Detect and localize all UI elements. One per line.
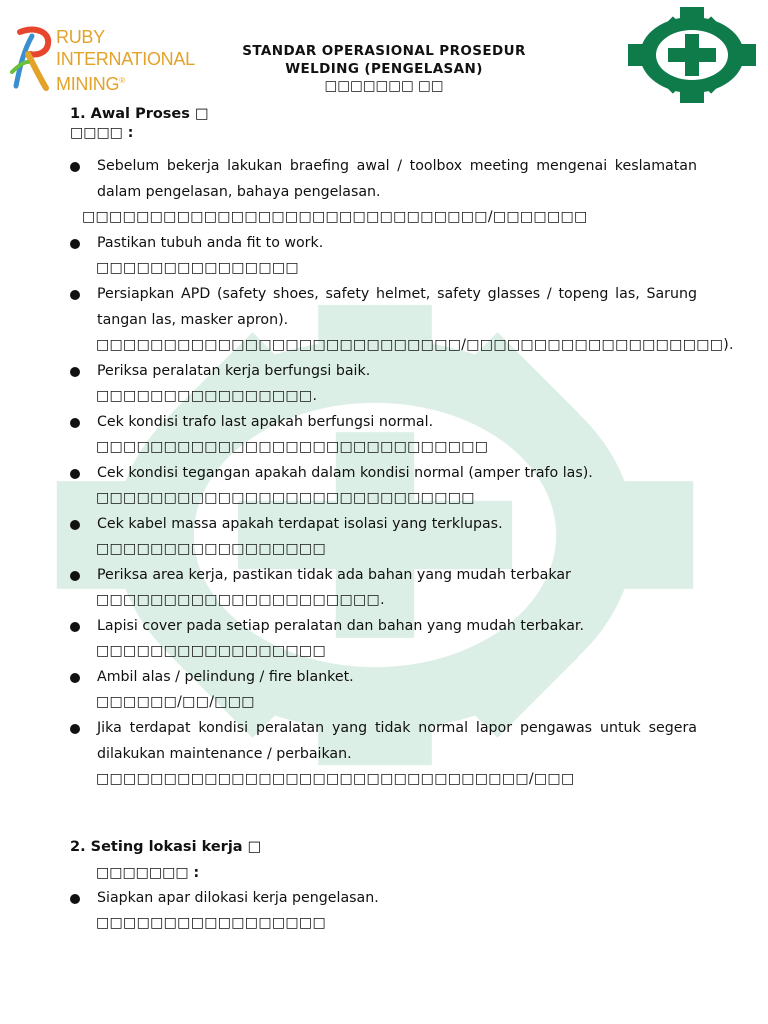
document-title-line-2: WELDING (PENGELASAN) bbox=[285, 61, 483, 77]
list-item-translation: □□□□□□□□□□□□□□□□□□□□□. bbox=[96, 592, 385, 608]
document-title-line-1: STANDAR OPERASIONAL PROSEDUR bbox=[242, 43, 526, 59]
bullet-icon bbox=[70, 162, 80, 172]
logo-line-2: INTERNATIONAL bbox=[56, 49, 195, 69]
list-item-translation: □□□□□□/□□/□□□ bbox=[96, 694, 255, 710]
list-item: Sebelum bekerja lakukan braefing awal / toolbox meeting mengenai keslamatan dalam pengelasan, bahaya pengelasan. bbox=[97, 158, 697, 200]
bullet-icon bbox=[70, 894, 80, 904]
list-item: Cek kondisi trafo last apakah berfungsi normal. bbox=[97, 414, 434, 430]
section-2-title: 2. Seting lokasi kerja □ bbox=[70, 839, 262, 855]
list-item: Ambil alas / pelindung / fire blanket. bbox=[97, 669, 354, 685]
list-item-translation: □□□□□□□□□□□□□□□□□ bbox=[96, 915, 326, 931]
list-item: Cek kondisi tegangan apakah dalam kondisi normal (amper trafo las). bbox=[97, 465, 593, 481]
list-item-translation: □□□□□□□□□□□□□□□□. bbox=[96, 388, 318, 404]
section-1-subtitle: □□□□ : bbox=[70, 125, 134, 141]
list-item-translation: □□□□□□□□□□□□□□□□□□□□□□□□□□□□□□/□□□□□□□ bbox=[82, 209, 588, 225]
list-item-translation: □□□□□□□□□□□□□□□□□□□□□□□□□□□□□ bbox=[96, 439, 489, 455]
section-2-subtitle: □□□□□□□ : bbox=[96, 865, 200, 881]
list-item: Persiapkan APD (safety shoes, safety helmet, safety glasses / topeng las, Sarung tangan las, masker apron). bbox=[97, 286, 697, 328]
bullet-icon bbox=[70, 290, 80, 300]
list-item: Periksa area kerja, pastikan tidak ada bahan yang mudah terbakar bbox=[97, 567, 571, 583]
list-item-translation: □□□□□□□□□□□□□□□□□□□□□□□□□□□□ bbox=[96, 490, 475, 506]
bullet-icon bbox=[70, 367, 80, 377]
list-item: Cek kabel massa apakah terdapat isolasi yang terklupas. bbox=[97, 516, 503, 532]
bullet-icon bbox=[70, 469, 80, 479]
logo-line-3: MINING® bbox=[56, 74, 125, 94]
bullet-icon bbox=[70, 571, 80, 581]
bullet-icon bbox=[70, 418, 80, 428]
list-item-translation: □□□□□□□□□□□□□□□ bbox=[96, 260, 299, 276]
document-title-line-3: □□□□□□□ □□ bbox=[324, 78, 444, 94]
list-item: Jika terdapat kondisi peralatan yang tidak normal lapor pengawas untuk segera dilakukan maintenance / perbaikan. bbox=[97, 720, 697, 762]
registered-mark: ® bbox=[119, 76, 125, 85]
bullet-icon bbox=[70, 239, 80, 249]
bullet-icon bbox=[70, 520, 80, 530]
list-item: Siapkan apar dilokasi kerja pengelasan. bbox=[97, 890, 379, 906]
list-item-translation: □□□□□□□□□□□□□□□□□□□□□□□□□□□/□□□□□□□□□□□□□□□□□□□). bbox=[96, 337, 734, 353]
bullet-icon bbox=[70, 622, 80, 632]
list-item: Periksa peralatan kerja berfungsi baik. bbox=[97, 363, 371, 379]
list-item-translation: □□□□□□□□□□□□□□□□□□□□□□□□□□□□□□□□/□□□ bbox=[96, 771, 575, 787]
list-item-translation: □□□□□□□□□□□□□□□□□ bbox=[96, 541, 326, 557]
logo-line-1: RUBY bbox=[56, 27, 105, 47]
list-item: Lapisi cover pada setiap peralatan dan bahan yang mudah terbakar. bbox=[97, 618, 584, 634]
bullet-icon bbox=[70, 673, 80, 683]
list-item-translation: □□□□□□□□□□□□□□□□□ bbox=[96, 643, 326, 659]
bullet-icon bbox=[70, 724, 80, 734]
list-item: Pastikan tubuh anda fit to work. bbox=[97, 235, 324, 251]
section-1-title: 1. Awal Proses □ bbox=[70, 106, 209, 122]
